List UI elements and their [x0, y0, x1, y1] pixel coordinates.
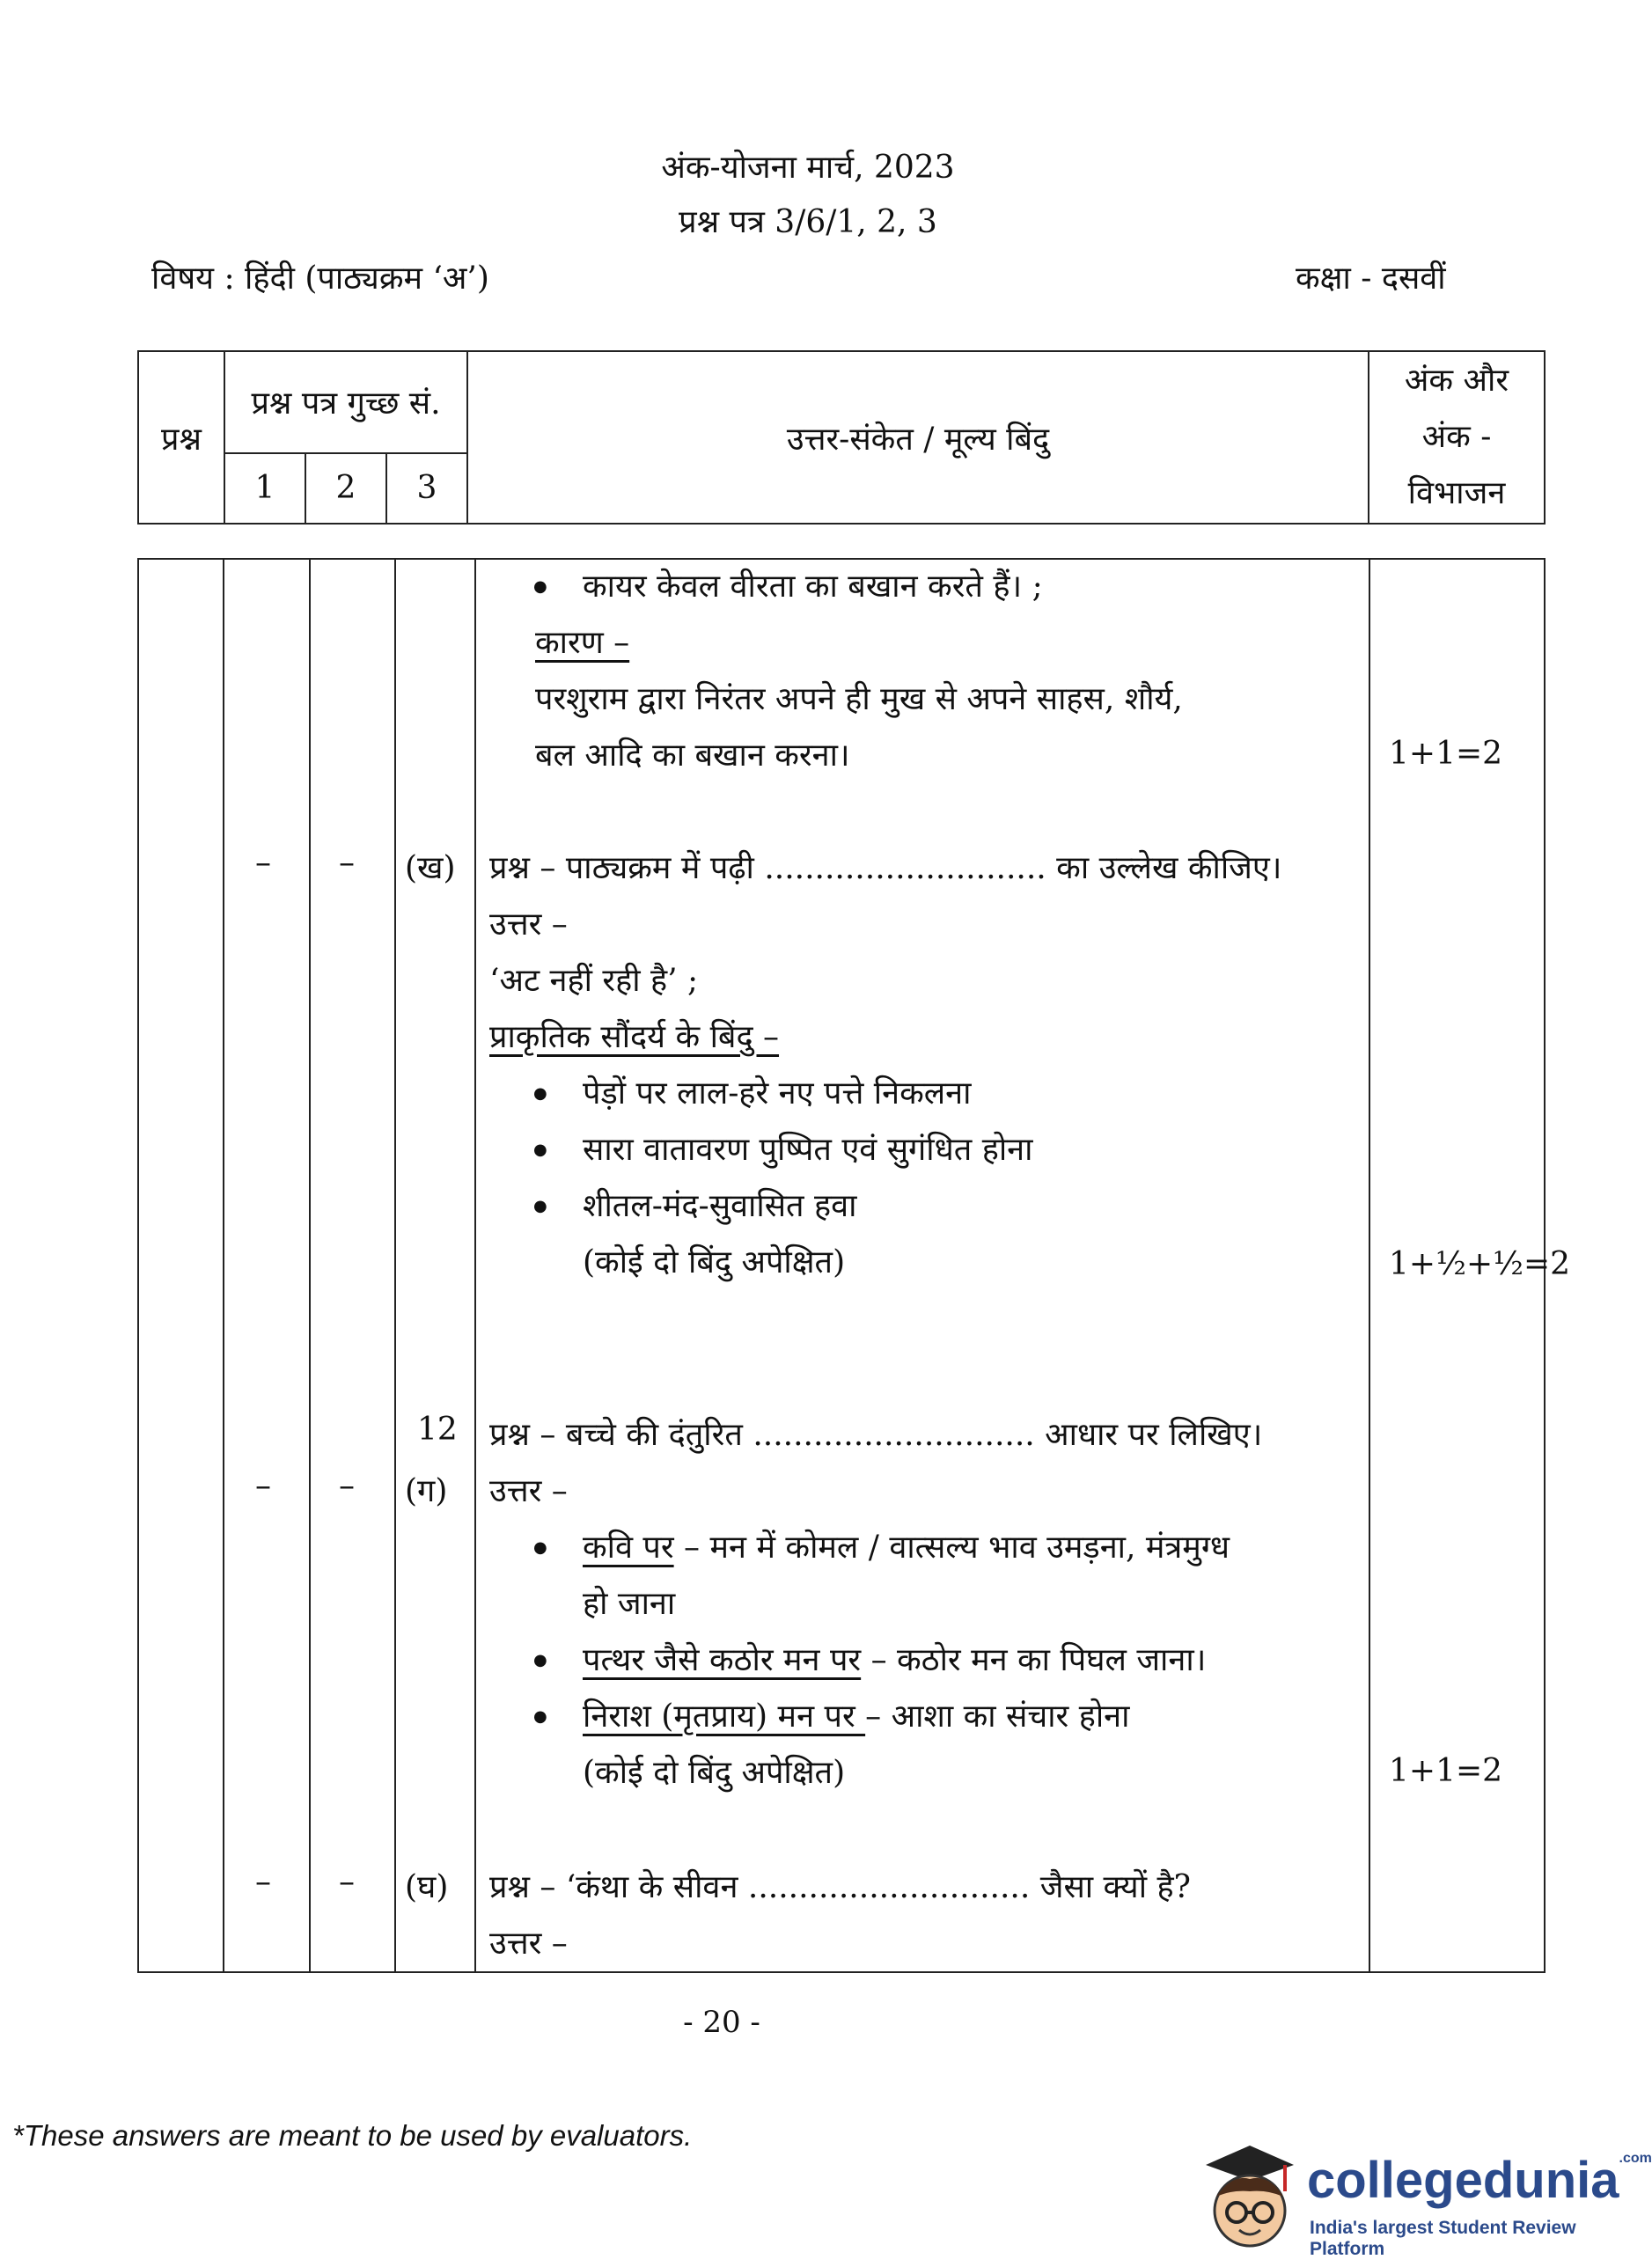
question-text: प्रश्न – बच्चे की दंतुरित ............................ आधार पर लिखिए।: [489, 1417, 1263, 1453]
point-heading: निराश (मृतप्राय) मन पर: [583, 1698, 866, 1735]
page-number: - 20 -: [683, 2005, 760, 2040]
list-item: ● पेड़ों पर लाल-हरे नए पत्ते निकलना: [583, 1070, 971, 1113]
reason-label: कारण –: [535, 625, 630, 661]
note-text: (कोई दो बिंदु अपेक्षित): [583, 1244, 846, 1280]
subject-label: विषय : हिंदी (पाठ्यक्रम ‘अ’): [151, 260, 489, 297]
point-text: – आशा का संचार होना: [865, 1698, 1130, 1735]
question-text: प्रश्न – पाठ्यक्रम में पढ़ी ............................ का उल्लेख कीजिए।: [489, 850, 1282, 886]
point-text-continued: हो जाना: [583, 1586, 676, 1622]
set2-col: [310, 559, 395, 1972]
answer-label: उत्तर –: [489, 1926, 568, 1962]
document-title: अंक-योजना मार्च, 2023: [661, 150, 955, 186]
sub-question-label: (घ): [405, 1869, 449, 1905]
reason-text: परशुराम द्वारा निरंतर अपने ही मुख से अपने साहस, शौर्य,: [535, 681, 1183, 717]
answer-label: उत्तर –: [489, 906, 568, 943]
set2-dash: –: [339, 1864, 355, 1900]
list-item: [583, 1524, 1230, 1567]
note-text: (कोई दो बिंदु अपेक्षित): [583, 1755, 846, 1791]
logo-name: collegedunia: [1307, 2152, 1619, 2209]
set1-dash: –: [255, 845, 271, 881]
point-heading: पत्थर जैसे कठोर मन पर: [583, 1642, 862, 1678]
list-item: ● सारा वातावरण पुष्पित एवं सुगंधित होना: [583, 1126, 1032, 1170]
col-set-header: प्रश्न पत्र गुच्छ सं.: [224, 351, 467, 453]
set-3: 3: [386, 453, 467, 524]
col-question-header: प्रश्न: [138, 351, 224, 524]
collegedunia-logo: [1197, 2139, 1652, 2262]
col-answer-header: उत्तर-संकेत / मूल्य बिंदु: [467, 351, 1369, 524]
col-marks-header: [1369, 351, 1545, 524]
class-label: कक्षा - दसवीं: [1296, 260, 1446, 297]
marks-header-line1: अंक और: [1404, 363, 1509, 399]
marks-header-line3: विभाजन: [1407, 475, 1506, 511]
set1-col: [224, 559, 309, 1972]
set2-dash: –: [339, 845, 355, 881]
set2-dash: –: [339, 1468, 355, 1504]
poem-title: ‘अट नहीं रही है’ ;: [489, 963, 699, 999]
logo-suffix: .com: [1619, 2151, 1652, 2166]
question-col: [138, 559, 224, 1972]
question-paper-code: प्रश्न पत्र 3/6/1, 2, 3: [679, 204, 937, 240]
list-item: [583, 1693, 1129, 1736]
list-item: [583, 1637, 1206, 1680]
marks-value: 1+1=2: [1389, 1753, 1503, 1789]
set-1: 1: [224, 453, 305, 524]
list-item: ● शीतल-मंद-सुवासित हवा: [583, 1183, 856, 1226]
set-2: 2: [305, 453, 386, 524]
point-text: – मन में कोमल / वात्सल्य भाव उमड़ना, मंत्रमुग्ध: [673, 1530, 1230, 1566]
set3-col: [395, 559, 475, 1972]
answer-label: उत्तर –: [489, 1473, 568, 1509]
question-text: प्रश्न – ‘कंथा के सीवन ............................ जैसा क्यों है?: [489, 1869, 1191, 1905]
question-number: 12: [417, 1412, 458, 1448]
logo-tagline: India's largest Student Review Platform: [1310, 2218, 1576, 2259]
points-label: प्राकृतिक सौंदर्य के बिंदु –: [489, 1019, 780, 1055]
logo-wordmark: [1307, 2151, 1652, 2210]
set1-dash: –: [255, 1864, 271, 1900]
sub-question-label: (ख): [405, 850, 456, 886]
evaluator-note: *These answers are meant to be used by evaluators.: [12, 2119, 693, 2152]
marks-value: 1+1=2: [1389, 736, 1503, 772]
list-item: ● कायर केवल वीरता का बखान करते हैं। ;: [583, 563, 1043, 606]
point-heading: कवि पर: [583, 1530, 674, 1566]
student-mascot-icon: [1197, 2139, 1303, 2262]
marks-value: 1+½+½=2: [1389, 1246, 1571, 1282]
marks-header-line2: अंक -: [1421, 419, 1492, 455]
reason-text: बल आदि का बखान करना।: [535, 737, 850, 774]
point-text: – कठोर मन का पिघल जाना।: [861, 1642, 1207, 1678]
sub-question-label: (ग): [405, 1473, 448, 1509]
header-table: [137, 350, 1546, 525]
set1-dash: –: [255, 1468, 271, 1504]
